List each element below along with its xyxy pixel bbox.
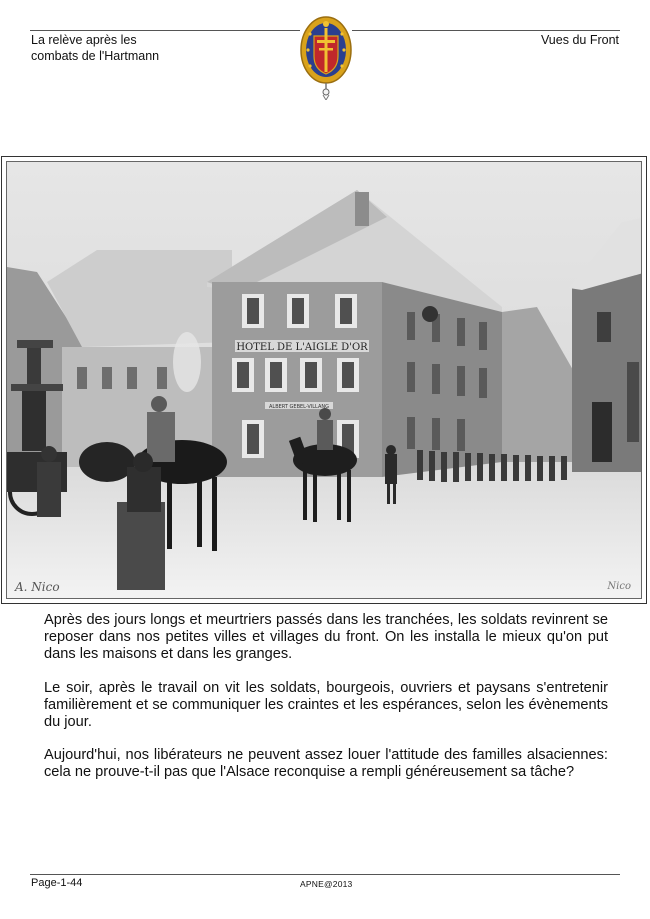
header-title xyxy=(31,32,231,64)
hotel-sign: HOTEL DE L'AIGLE D'OR xyxy=(236,342,368,353)
header-section: Vues du Front xyxy=(540,33,619,47)
photo-signature-left: A. Nico xyxy=(15,580,60,594)
historical-photo xyxy=(6,161,642,599)
page-number: Page-1-44 xyxy=(31,877,83,889)
header-rule-right xyxy=(352,30,620,31)
footer-rule xyxy=(30,874,620,875)
historical-photo-frame xyxy=(1,156,647,604)
alsace-coat-of-arms-icon xyxy=(298,14,354,100)
paragraph-3: Aujourd'hui, nos libérateurs ne peuvent assez louer l'attitude des familles alsaciennes: cela ne prouve-t-il pas que l'Alsace reconquise a rempli généreusement sa tâche? xyxy=(44,747,608,781)
footer-credit: APNE@2013 xyxy=(300,879,353,889)
photo-signature-right: Nico xyxy=(607,581,631,592)
paragraph-2: Le soir, après le travail on vit les soldats, bourgeois, ouvriers et paysans s'entretenir familièrement et se communiquer les craintes et les espérances, selon les évènements du jour. xyxy=(44,679,608,731)
header-title-line1: La relève après les xyxy=(31,33,137,47)
paragraph-1: Après des jours longs et meurtriers passés dans les tranchées, les soldats revinrent se reposer dans nos petites villes et villages du front. On les installa le mieux qu'on put dans les maisons et dans les granges. xyxy=(44,612,608,663)
header-title-line2: combats de l'Hartmann xyxy=(31,49,160,63)
header-rule-left xyxy=(30,30,300,31)
article-text xyxy=(44,612,608,798)
hotel-owner-sign: ALBERT GEBEL-VILLANG xyxy=(269,404,329,410)
